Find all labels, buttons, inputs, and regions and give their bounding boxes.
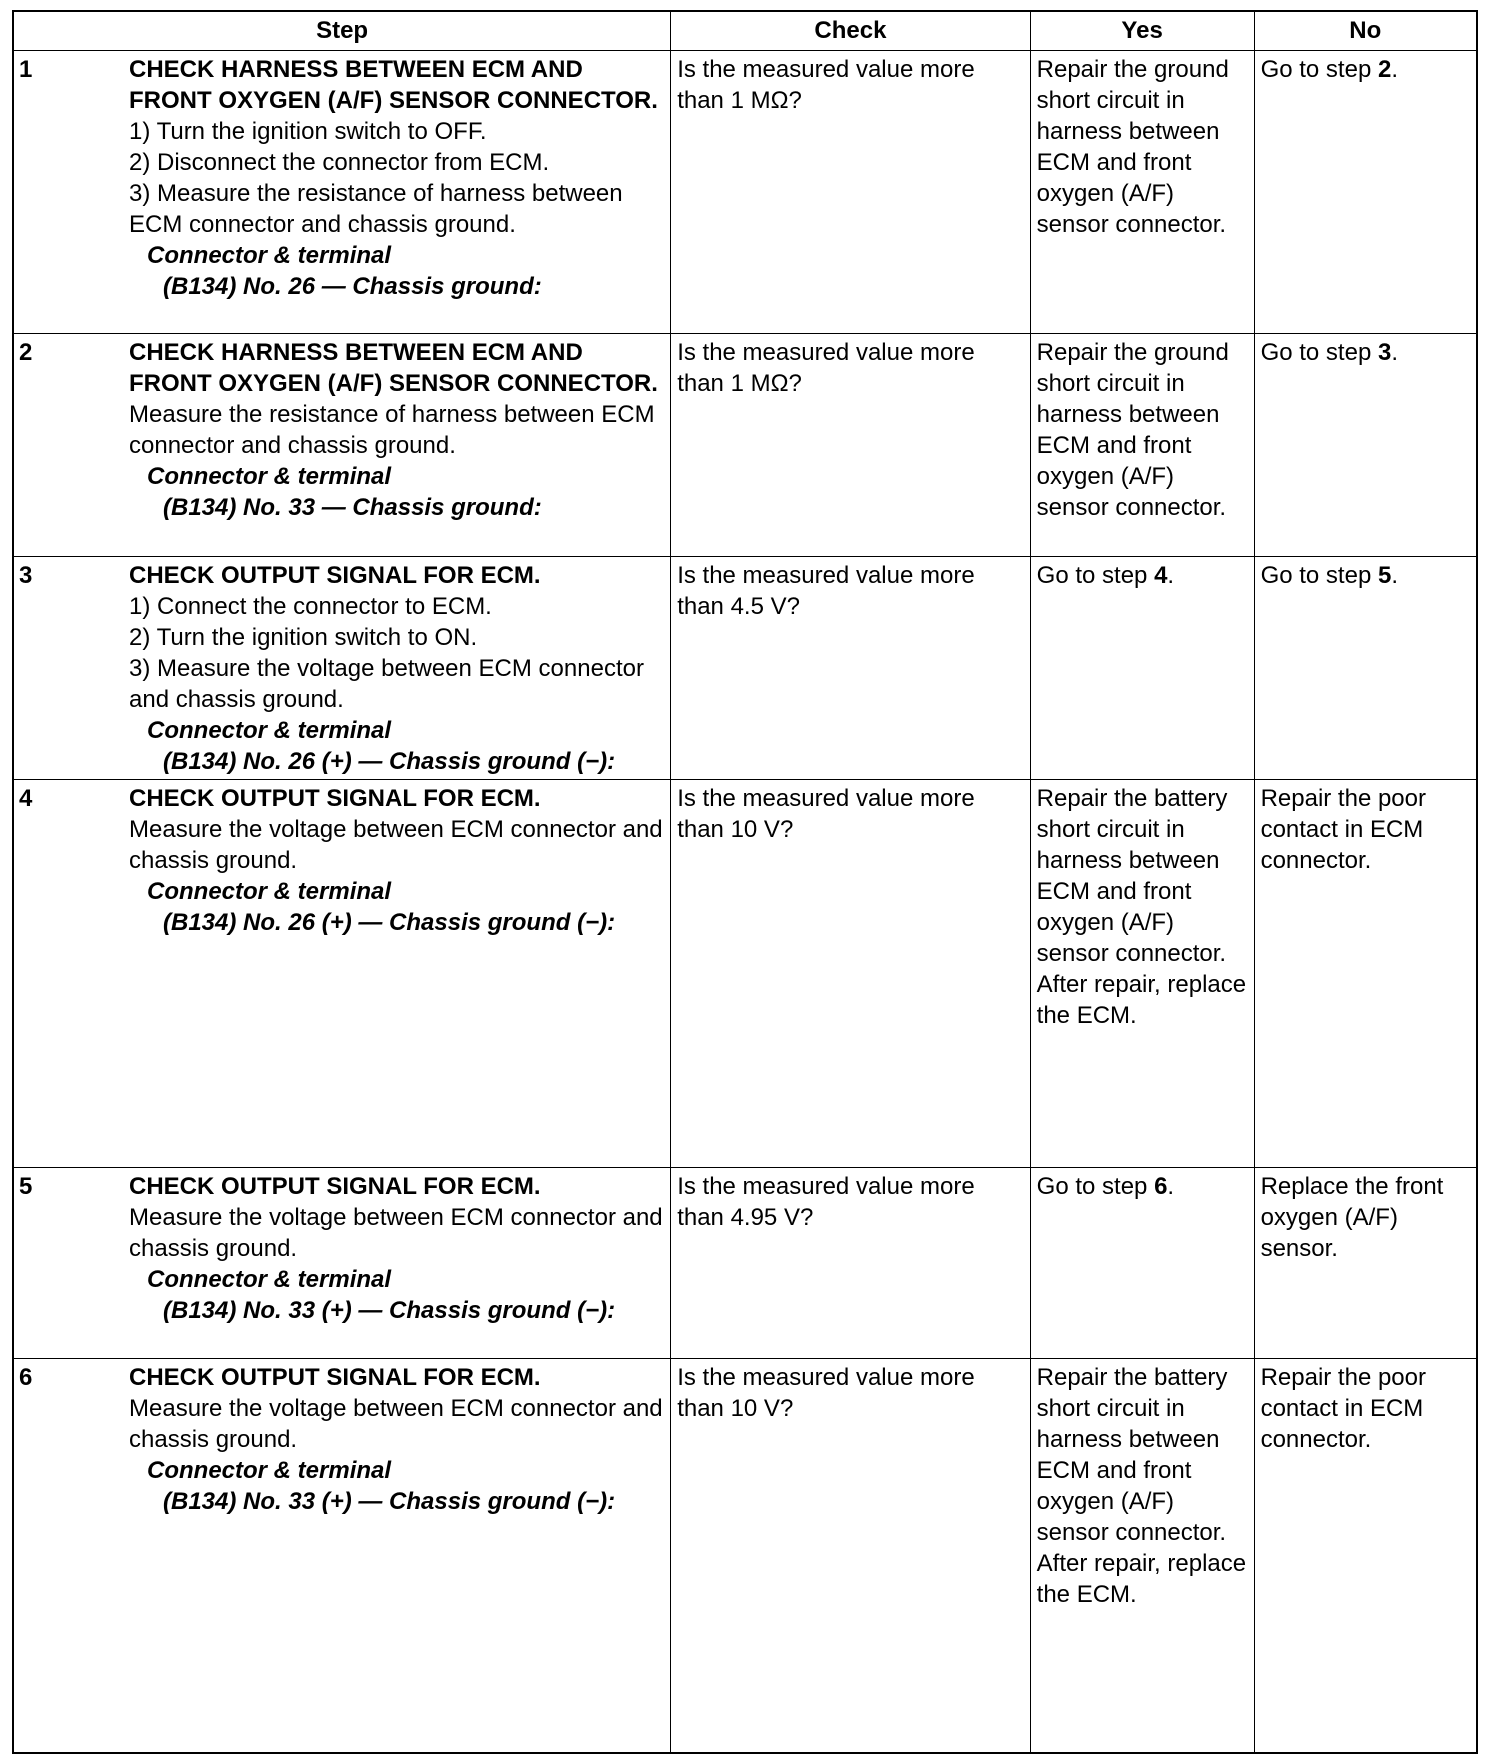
- step-title: CHECK HARNESS BETWEEN ECM AND FRONT OXYGEN (A/F) SENSOR CONNECTOR.: [129, 56, 658, 114]
- check-cell: [671, 557, 1030, 780]
- check-cell: [671, 1168, 1030, 1359]
- yes-cell: [1030, 51, 1254, 334]
- connector-label: Connector & terminal: [147, 878, 392, 905]
- table-row: [13, 1168, 1477, 1359]
- yes-cell: [1030, 780, 1254, 1168]
- yes-cell: [1030, 334, 1254, 557]
- yes-cell: [1030, 1359, 1254, 1754]
- step-instruction: 3) Measure the voltage between ECM connector and chassis ground.: [129, 655, 644, 713]
- connector-terminal: (B134) No. 26 (+) — Chassis ground (−):: [163, 909, 616, 936]
- check-cell: [671, 51, 1030, 334]
- table-row: [13, 51, 1477, 334]
- step-ref: 4: [1154, 562, 1168, 589]
- header-no: No: [1254, 11, 1477, 51]
- table-header-row: [13, 11, 1477, 51]
- header-step: Step: [13, 11, 671, 51]
- step-cell: [13, 51, 671, 334]
- yes-text: Repair the battery short circuit in harness between ECM and front oxygen (A/F) sensor connector. After repair, replace the ECM.: [1036, 1364, 1247, 1608]
- no-text: Repair the poor contact in ECM connector.: [1260, 1364, 1426, 1453]
- step-ref: 3: [1377, 339, 1392, 366]
- step-cell: [13, 334, 671, 557]
- yes-cell: [1030, 557, 1254, 780]
- yes-text: Repair the ground short circuit in harness between ECM and front oxygen (A/F) sensor connector.: [1036, 339, 1229, 521]
- step-instruction: Measure the voltage between ECM connector and chassis ground.: [129, 1395, 663, 1453]
- connector-label: Connector & terminal: [147, 463, 392, 490]
- step-cell: [13, 1168, 671, 1359]
- step-number: 4: [19, 785, 33, 812]
- step-instruction: Measure the voltage between ECM connector and chassis ground.: [129, 816, 663, 874]
- step-number: 1: [19, 56, 33, 83]
- step-instruction: 1) Connect the connector to ECM.: [129, 593, 492, 620]
- step-title: CHECK OUTPUT SIGNAL FOR ECM.: [129, 785, 541, 812]
- yes-text: Go to step 6.: [1036, 1173, 1175, 1200]
- step-ref: 2: [1377, 56, 1392, 83]
- step-title: CHECK HARNESS BETWEEN ECM AND FRONT OXYGEN (A/F) SENSOR CONNECTOR.: [129, 339, 658, 397]
- connector-label: Connector & terminal: [147, 242, 392, 269]
- connector-terminal: (B134) No. 33 (+) — Chassis ground (−):: [163, 1488, 616, 1515]
- check-text: Is the measured value more than 10 V?: [677, 785, 975, 843]
- no-text: Replace the front oxygen (A/F) sensor.: [1260, 1173, 1444, 1262]
- no-text: Go to step 5.: [1260, 562, 1398, 589]
- header-yes: Yes: [1030, 11, 1254, 51]
- step-ref: 5: [1377, 562, 1392, 589]
- diagnostic-table: [12, 10, 1478, 1754]
- table-row: [13, 1359, 1477, 1754]
- step-title: CHECK OUTPUT SIGNAL FOR ECM.: [129, 1364, 541, 1391]
- no-cell: [1254, 557, 1477, 780]
- connector-terminal: (B134) No. 26 — Chassis ground:: [163, 273, 542, 300]
- table-row: [13, 780, 1477, 1168]
- check-cell: [671, 1359, 1030, 1754]
- check-text: Is the measured value more than 4.5 V?: [677, 562, 975, 620]
- no-text: Go to step 2.: [1260, 56, 1398, 83]
- no-cell: [1254, 334, 1477, 557]
- check-text: Is the measured value more than 4.95 V?: [677, 1173, 975, 1231]
- step-instruction: Measure the voltage between ECM connector and chassis ground.: [129, 1204, 663, 1262]
- check-text: Is the measured value more than 1 MΩ?: [677, 339, 975, 397]
- connector-label: Connector & terminal: [147, 1457, 392, 1484]
- yes-cell: [1030, 1168, 1254, 1359]
- no-cell: [1254, 1359, 1477, 1754]
- check-cell: [671, 334, 1030, 557]
- step-instruction: Measure the resistance of harness between ECM connector and chassis ground.: [129, 401, 655, 459]
- step-title: CHECK OUTPUT SIGNAL FOR ECM.: [129, 1173, 541, 1200]
- step-instruction: 3) Measure the resistance of harness between ECM connector and chassis ground.: [129, 180, 623, 238]
- table-row: [13, 334, 1477, 557]
- step-instruction: 2) Turn the ignition switch to ON.: [129, 624, 478, 651]
- step-instruction: 1) Turn the ignition switch to OFF.: [129, 118, 487, 145]
- yes-text: Repair the battery short circuit in harness between ECM and front oxygen (A/F) sensor connector. After repair, replace the ECM.: [1036, 785, 1247, 1029]
- no-text: Repair the poor contact in ECM connector.: [1260, 785, 1426, 874]
- step-title: CHECK OUTPUT SIGNAL FOR ECM.: [129, 562, 541, 589]
- step-number: 2: [19, 339, 33, 366]
- no-cell: [1254, 1168, 1477, 1359]
- check-text: Is the measured value more than 10 V?: [677, 1364, 975, 1422]
- header-check: Check: [671, 11, 1030, 51]
- connector-label: Connector & terminal: [147, 717, 392, 744]
- no-cell: [1254, 51, 1477, 334]
- connector-terminal: (B134) No. 26 (+) — Chassis ground (−):: [163, 748, 616, 775]
- step-cell: [13, 1359, 671, 1754]
- check-cell: [671, 780, 1030, 1168]
- step-number: 3: [19, 562, 33, 589]
- step-instruction: 2) Disconnect the connector from ECM.: [129, 149, 550, 176]
- step-ref: 6: [1154, 1173, 1168, 1200]
- yes-text: Go to step 4.: [1036, 562, 1175, 589]
- no-cell: [1254, 780, 1477, 1168]
- table-row: [13, 557, 1477, 780]
- step-cell: [13, 557, 671, 780]
- step-cell: [13, 780, 671, 1168]
- step-number: 6: [19, 1364, 33, 1391]
- no-text: Go to step 3.: [1260, 339, 1398, 366]
- connector-label: Connector & terminal: [147, 1266, 392, 1293]
- yes-text: Repair the ground short circuit in harness between ECM and front oxygen (A/F) sensor connector.: [1036, 56, 1229, 238]
- step-number: 5: [19, 1173, 33, 1200]
- connector-terminal: (B134) No. 33 — Chassis ground:: [163, 494, 542, 521]
- check-text: Is the measured value more than 1 MΩ?: [677, 56, 975, 114]
- connector-terminal: (B134) No. 33 (+) — Chassis ground (−):: [163, 1297, 616, 1324]
